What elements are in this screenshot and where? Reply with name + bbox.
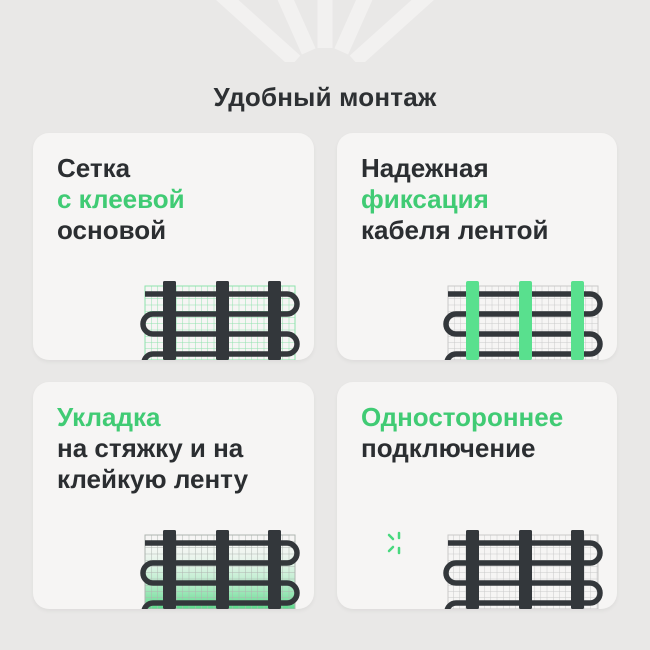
card-laying-options xyxy=(33,382,314,609)
card-title xyxy=(361,153,599,246)
card-title-line-accent: Одностороннее xyxy=(361,402,564,432)
card-one-sided-connection xyxy=(337,382,617,609)
card-title-line: подключение xyxy=(361,433,536,463)
rays-logo-icon xyxy=(195,0,455,62)
card-title-line-accent: с клеевой xyxy=(57,184,185,214)
card-title-line-accent: фиксация xyxy=(361,184,489,214)
spark-icon xyxy=(389,533,450,553)
heating-mat-with-connection-wire-icon xyxy=(383,529,613,609)
cards-grid xyxy=(33,133,617,609)
card-title-line: клейкую ленту xyxy=(57,464,249,494)
card-tape-fixation xyxy=(337,133,617,360)
card-title xyxy=(57,402,296,495)
card-mesh-adhesive-base xyxy=(33,133,314,360)
card-title-line-accent: Укладка xyxy=(57,402,161,432)
card-title-line: кабеля лентой xyxy=(361,215,549,245)
heating-mat-on-green-gradient-icon xyxy=(135,529,310,609)
page-title: Удобный монтаж xyxy=(213,82,437,112)
card-title xyxy=(57,153,296,246)
card-title-line: на стяжку и на xyxy=(57,433,244,463)
card-title-line: Сетка xyxy=(57,153,131,183)
heating-mat-with-green-tapes-icon xyxy=(438,280,613,360)
heating-mat-on-green-mesh-icon xyxy=(135,280,310,360)
card-title-line: основой xyxy=(57,215,167,245)
card-title xyxy=(361,402,599,464)
card-title-line: Надежная xyxy=(361,153,489,183)
